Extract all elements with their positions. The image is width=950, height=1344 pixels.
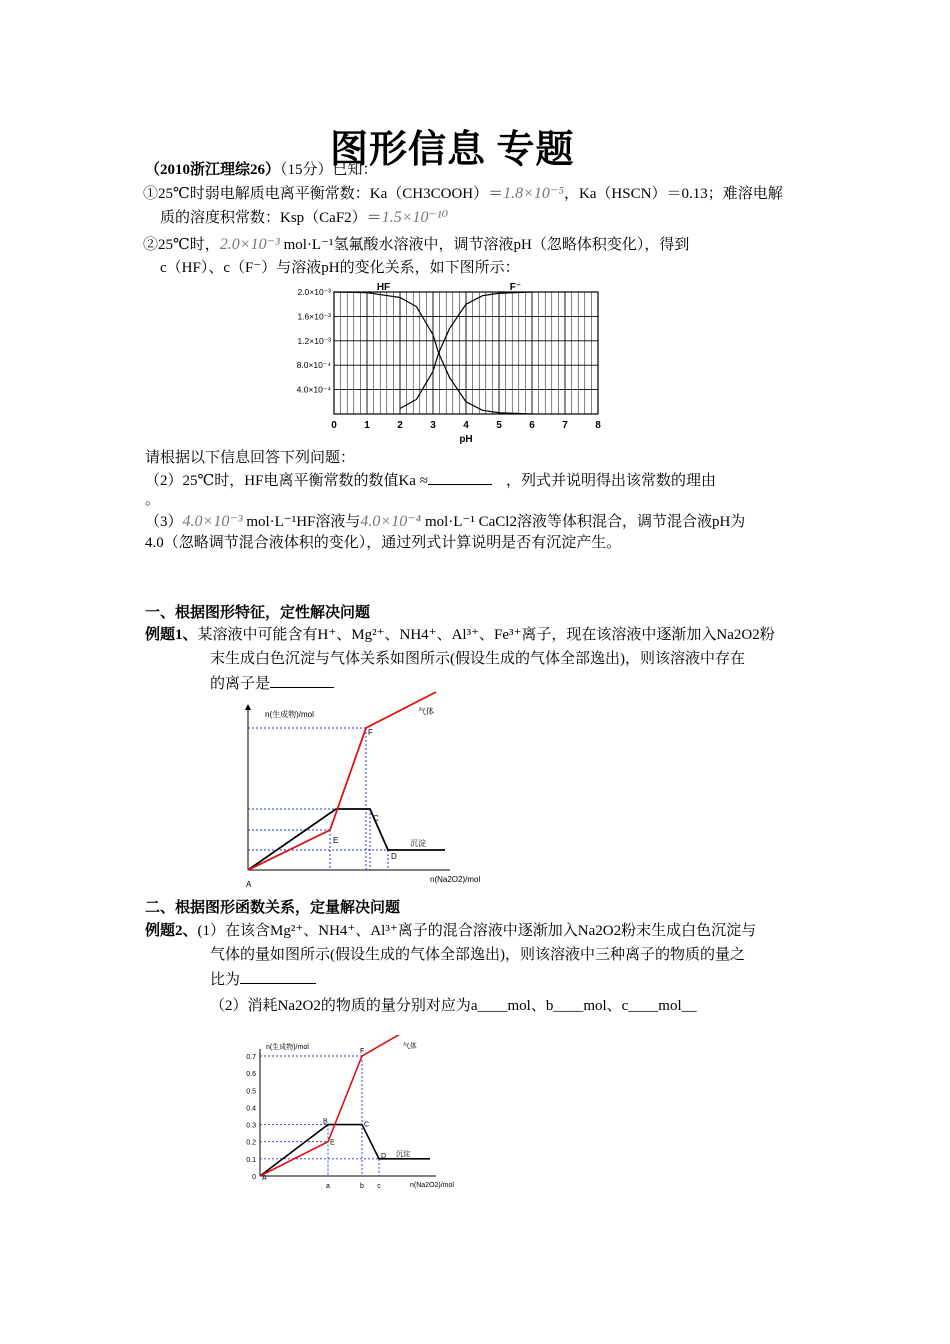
x-tick-label: c	[377, 1183, 381, 1190]
q3-value1: 4.0×10⁻³	[182, 513, 243, 530]
chart1-labels	[377, 282, 521, 293]
point-label: E	[330, 1139, 335, 1147]
y-tick-label: 0.2	[246, 1139, 256, 1147]
example2-text3: 比为	[210, 972, 241, 988]
example2-line1	[145, 921, 756, 942]
problem-line1	[143, 183, 783, 205]
point-label: C	[364, 1121, 370, 1129]
point-label: D	[391, 852, 397, 861]
q2-end: 。	[145, 492, 161, 508]
x-tick-label: 3	[430, 420, 436, 431]
series-label-hf: HF	[376, 282, 391, 293]
line2-text: 质的溶度积常数：Ksp（CaF2）＝	[160, 210, 382, 226]
x-axis-label: n(Na2O2)/mol	[410, 1182, 454, 1189]
precipitate-label: 沉淀	[396, 1150, 410, 1158]
point-label: C	[373, 814, 379, 823]
precipitate-label: 沉淀	[410, 839, 426, 848]
example1-label: 例题1、	[145, 627, 198, 643]
point-label: A	[262, 1175, 267, 1182]
x-tick-label: 6	[529, 420, 535, 431]
problem-line2	[160, 207, 448, 229]
line3b-text: mol·L⁻¹氢氟酸水溶液中，调节溶液pH（忽略体积变化），得到	[283, 237, 690, 253]
example2-line3	[210, 969, 316, 991]
y-axis-label: n(生成物)/mol	[265, 710, 314, 719]
answer-blank-ratio[interactable]	[240, 969, 316, 984]
ka1-value: 1.8×10⁻⁵	[503, 185, 564, 202]
x-tick-label: 7	[562, 420, 568, 431]
x-tick-label: 2	[397, 420, 403, 431]
x-tick-label: b	[360, 1183, 364, 1190]
y-tick-label: 1.2×10⁻³	[297, 335, 331, 346]
y-tick-label: 8.0×10⁻⁴	[296, 360, 331, 371]
point-label: D	[381, 1152, 387, 1160]
chart1-grid	[334, 292, 598, 414]
x-tick-label: 0	[331, 420, 337, 431]
line1-text: ①25℃时弱电解质电离平衡常数：Ka（CH3COOH）＝	[143, 186, 504, 202]
q3-line2: 4.0（忽略调节混合液体积的变化），通过列式计算说明是否有沉淀产生。	[145, 535, 622, 551]
example2-text1: (1）在该含Mg²⁺、NH4⁺、Al³⁺离子的混合溶液中逐渐加入Na2O2粉末生成白色沉淀与	[197, 923, 757, 939]
ksp-value: 1.5×10⁻¹⁰	[381, 209, 449, 226]
y-tick-label: 0	[252, 1174, 256, 1181]
problem-line4: c（HF）、c（F⁻）与溶液pH的变化关系，如下图所示：	[160, 260, 520, 276]
line1b-text: ，Ka（HSCN）＝0.13；难溶电解	[563, 186, 783, 202]
x-tick-label: 1	[364, 420, 370, 431]
x-axis-label: pH	[459, 434, 473, 445]
point-label: E	[333, 836, 339, 845]
problem-source: （2010浙江理综26）	[145, 162, 281, 178]
answer-blank-ions[interactable]	[270, 673, 334, 688]
gas-label: 气体	[418, 707, 434, 716]
y-tick-label: 0.6	[246, 1071, 256, 1079]
line3a-text: ②25℃时，	[143, 237, 220, 253]
page-title: 图形信息 专题	[330, 129, 575, 171]
example2-line2: 气体的量如图所示(假设生成的气体全部逸出)，则该溶液中三种离子的物质的量之	[210, 947, 745, 963]
ask-text: 请根据以下信息回答下列问题：	[145, 450, 356, 466]
q3c-text: mol·L⁻¹ CaCl2溶液等体积混合，调节混合液pH为	[424, 514, 746, 530]
x-axis-label: n(Na2O2)/mol	[430, 875, 481, 884]
q2b-text: ，列式并说明得出该常数的理由	[505, 473, 716, 489]
chart3-content	[246, 1035, 454, 1190]
example2-label: 例题2、	[145, 923, 198, 939]
q3-value2: 4.0×10⁻⁴	[360, 513, 422, 530]
na2o2-qualitative-chart	[240, 688, 490, 888]
question-2	[145, 470, 716, 492]
point-label: F	[368, 728, 373, 737]
gas-label: 气体	[402, 1043, 417, 1050]
chart1-axes	[297, 287, 602, 445]
y-axis-arrow	[245, 704, 251, 710]
example1-line1	[145, 625, 775, 646]
point-label: A	[246, 880, 252, 888]
x-tick-label: a	[326, 1183, 330, 1190]
y-tick-label: 2.0×10⁻³	[297, 287, 331, 297]
y-tick-label: 0.5	[246, 1088, 256, 1096]
problem-header	[145, 160, 378, 181]
y-tick-label: 0.1	[246, 1156, 256, 1164]
problem-score: （15分）已知：	[280, 162, 378, 178]
q3b-text: mol·L⁻¹HF溶液与	[246, 514, 361, 530]
example1-text1: 某溶液中可能含有H⁺、Mg²⁺、NH4⁺、Al³⁺、Fe³⁺离子，现在该溶液中逐渐加入Na2O2粉	[197, 627, 775, 643]
example2-line4: （2）消耗Na2O2的物质的量分别对应为a____mol、b____mol、c____mol__	[210, 998, 697, 1014]
y-tick-label: 0.7	[246, 1054, 256, 1061]
section1-heading: 一、根据图形特征，定性解决问题	[145, 605, 371, 621]
x-tick-label: 5	[496, 420, 502, 431]
example1-line2: 末生成白色沉淀与气体关系如图所示(假设生成的气体全部逸出)，则该溶液中存在	[210, 651, 745, 667]
series-label-f: F⁻	[509, 282, 522, 293]
q3a-text: （3）	[145, 514, 183, 530]
q2a-text: （2）25℃时，HF电离平衡常数的数值Ka ≈	[145, 473, 428, 489]
conc-value: 2.0×10⁻³	[219, 236, 280, 253]
point-label: F	[360, 1048, 365, 1055]
problem-line3	[143, 234, 689, 256]
y-tick-label: 0.4	[246, 1105, 256, 1113]
y-tick-label: 4.0×10⁻⁴	[296, 384, 331, 395]
y-tick-label: 1.6×10⁻³	[297, 311, 331, 322]
chart2-content	[245, 692, 480, 888]
question-3	[145, 511, 745, 533]
answer-blank-ka[interactable]	[428, 470, 492, 485]
example1-text3: 的离子是	[210, 676, 271, 692]
y-axis-label: n(生成物)/mol	[266, 1044, 309, 1051]
section2-heading: 二、根据图形函数关系，定量解决问题	[145, 900, 401, 916]
x-tick-label: 4	[463, 420, 469, 431]
y-tick-label: 0.3	[246, 1122, 256, 1130]
point-label: B	[323, 1118, 328, 1126]
x-tick-label: 8	[595, 420, 601, 431]
hf-ph-chart	[282, 280, 612, 445]
na2o2-quantitative-chart	[236, 1035, 468, 1195]
